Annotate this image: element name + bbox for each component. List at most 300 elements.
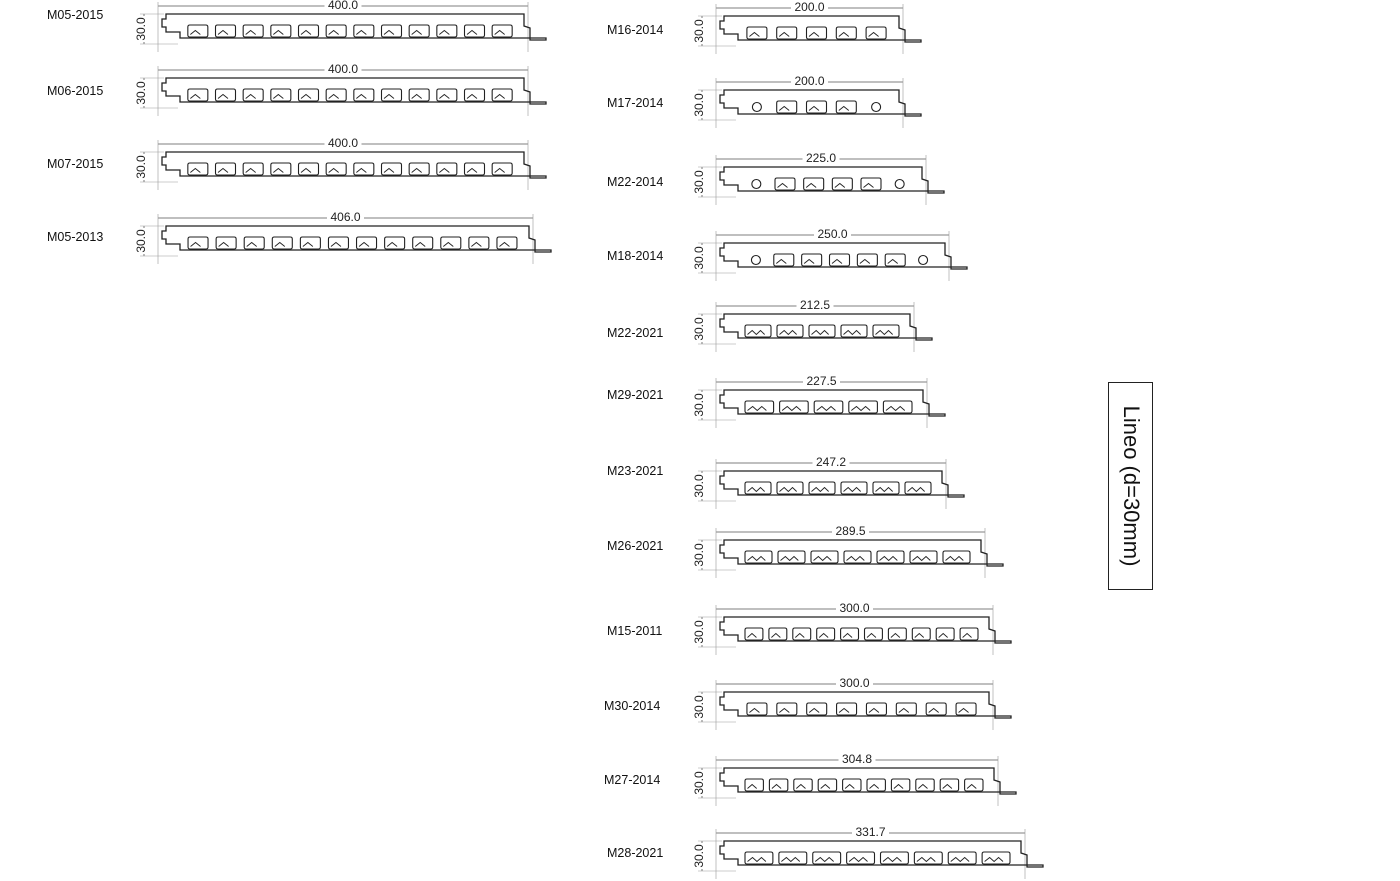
thickness-dimension-text: 30.0 <box>692 19 706 43</box>
profile-drawing <box>692 524 1015 580</box>
width-dimension-text: 400.0 <box>327 0 359 12</box>
cavity <box>299 89 319 101</box>
cavity <box>861 178 881 190</box>
cavity-rib <box>218 169 228 173</box>
cavity <box>465 25 485 37</box>
cavity-rib <box>771 634 780 638</box>
cavity-rib <box>749 33 759 37</box>
cavity <box>793 628 811 640</box>
cavity-rib <box>939 634 948 638</box>
cavity <box>778 551 805 563</box>
width-dimension-text: 225.0 <box>805 151 837 165</box>
cavity-rib <box>891 634 900 638</box>
drawing-title: Lineo (d=30mm) <box>1118 405 1144 567</box>
profile-group <box>134 136 546 190</box>
cavity <box>817 628 835 640</box>
cavity-rib <box>359 243 369 247</box>
profile-drawing <box>134 62 558 118</box>
thickness-dimension-text: 30.0 <box>692 317 706 341</box>
cavity <box>841 325 867 337</box>
cavity-rib <box>804 260 814 264</box>
title-box <box>1108 382 1153 590</box>
round-hole <box>751 256 760 265</box>
cavity-rib <box>913 557 931 561</box>
round-hole <box>752 180 761 189</box>
profile-code-label: M22-2014 <box>607 175 664 189</box>
cavity-rib <box>329 169 339 173</box>
cavity <box>216 25 236 37</box>
cavity-rib <box>809 33 819 37</box>
cavity <box>809 482 835 494</box>
cavity <box>188 89 208 101</box>
cavity-rib <box>748 858 766 862</box>
cavity-rib <box>190 169 200 173</box>
cavity-rib <box>867 634 876 638</box>
cavity-rib <box>917 858 935 862</box>
cavity <box>877 551 904 563</box>
cavity <box>866 703 886 715</box>
cavity <box>910 551 937 563</box>
thickness-dimension-text: 30.0 <box>692 246 706 270</box>
thickness-dimension-text: 30.0 <box>692 771 706 795</box>
profile-group <box>692 374 945 428</box>
profile-code-label: M18-2014 <box>607 249 664 263</box>
cavity-rib <box>967 785 976 789</box>
cavity <box>914 852 942 864</box>
round-hole <box>919 256 928 265</box>
cavity <box>244 237 264 249</box>
cavity-rib <box>812 488 829 492</box>
cavity-rib <box>908 488 925 492</box>
cavity-rib <box>943 785 952 789</box>
cavity-rib <box>749 709 759 713</box>
cavity <box>382 25 402 37</box>
cavity-rib <box>748 331 765 335</box>
profile-drawing <box>134 0 558 54</box>
cavity <box>965 779 983 791</box>
thickness-dimension-text: 30.0 <box>692 170 706 194</box>
profile-group <box>692 676 1011 730</box>
round-hole <box>872 103 881 112</box>
cavity <box>188 25 208 37</box>
profile-code-label: M26-2021 <box>607 539 664 553</box>
cavity <box>777 27 797 39</box>
cavity-rib <box>273 169 283 173</box>
cavity <box>811 551 838 563</box>
cavity-rib <box>870 785 879 789</box>
cavity-rib <box>946 557 964 561</box>
cavity-rib <box>876 331 893 335</box>
cavity <box>807 27 827 39</box>
profile-group <box>692 601 1011 655</box>
cavity <box>936 628 954 640</box>
cavity-rib <box>301 31 311 35</box>
cavity <box>807 703 827 715</box>
cavity-rib <box>246 95 256 99</box>
cavity-rib <box>779 33 789 37</box>
cavity <box>441 237 461 249</box>
profile-drawing <box>134 136 558 192</box>
width-dimension-text: 300.0 <box>839 676 870 690</box>
profile-group <box>692 74 921 128</box>
cavity-rib <box>782 407 801 411</box>
cavity-rib <box>273 95 283 99</box>
cavity <box>745 852 773 864</box>
cavity <box>841 628 859 640</box>
round-hole <box>752 103 761 112</box>
cavity <box>769 628 787 640</box>
thickness-dimension-text: 30.0 <box>134 17 148 41</box>
profile-code-label: M05-2013 <box>47 230 104 244</box>
round-hole <box>895 180 904 189</box>
cavity-rib <box>814 557 832 561</box>
profile-code-label: M28-2021 <box>607 846 664 860</box>
cavity <box>794 779 812 791</box>
cavity <box>271 163 291 175</box>
cavity <box>774 254 794 266</box>
cavity-rib <box>918 785 927 789</box>
cavity <box>777 703 797 715</box>
cavity <box>982 852 1010 864</box>
profile-drawing <box>692 74 933 130</box>
cavity-rib <box>439 31 449 35</box>
cavity <box>747 27 767 39</box>
profile-outline <box>720 768 1016 794</box>
width-dimension-text: 227.5 <box>806 374 837 388</box>
cavity-rib <box>849 858 867 862</box>
cavity <box>271 25 291 37</box>
cavity-rib <box>384 95 394 99</box>
width-dimension-text: 250.0 <box>817 227 848 241</box>
cavity <box>940 779 958 791</box>
width-dimension-text: 331.7 <box>855 825 886 839</box>
width-dimension-text: 247.2 <box>815 455 847 469</box>
profile-code-label: M22-2021 <box>607 326 664 340</box>
cavity <box>216 237 236 249</box>
cavity <box>413 237 433 249</box>
cavity-rib <box>748 634 757 638</box>
cavity <box>409 25 429 37</box>
cavity <box>896 703 916 715</box>
cavity-rib <box>329 95 339 99</box>
width-dimension-text: 400.0 <box>327 136 359 150</box>
cavity <box>948 852 976 864</box>
profile-outline <box>720 16 921 42</box>
cavity <box>745 325 771 337</box>
cavity <box>779 852 807 864</box>
cavity <box>916 779 934 791</box>
cavity <box>271 89 291 101</box>
cavity <box>745 482 771 494</box>
cavity <box>943 551 970 563</box>
profile-drawing <box>692 374 957 430</box>
cavity-rib <box>883 858 901 862</box>
profile-group <box>692 151 944 205</box>
cavity-rib <box>959 709 969 713</box>
cavity <box>745 779 763 791</box>
cavity <box>354 89 374 101</box>
cavity <box>804 178 824 190</box>
cavity-rib <box>894 785 903 789</box>
thickness-dimension-text: 30.0 <box>692 393 706 417</box>
cavity-rib <box>331 243 341 247</box>
cavity <box>437 163 457 175</box>
cavity-rib <box>869 33 879 37</box>
cavity <box>873 325 899 337</box>
cavity-rib <box>219 243 229 247</box>
profile-group <box>692 0 921 54</box>
cavity <box>437 89 457 101</box>
cavity <box>492 163 512 175</box>
cavity-rib <box>843 634 852 638</box>
width-dimension-text: 289.5 <box>835 524 866 538</box>
cavity-rib <box>246 31 256 35</box>
cavity <box>357 237 377 249</box>
thickness-dimension-text: 30.0 <box>134 229 148 253</box>
cavity <box>745 401 774 413</box>
cavity-rib <box>246 169 256 173</box>
profile-group <box>692 752 1016 806</box>
profile-code-label: M05-2015 <box>47 8 104 22</box>
cavity <box>857 254 877 266</box>
profile-drawing <box>134 210 563 266</box>
cavity-rib <box>356 31 366 35</box>
cavity-rib <box>780 331 797 335</box>
cavity <box>885 254 905 266</box>
cavity <box>745 551 772 563</box>
cavity-rib <box>839 33 849 37</box>
profile-code-label: M27-2014 <box>604 773 661 787</box>
cavity-rib <box>839 107 849 111</box>
width-dimension-text: 400.0 <box>327 62 359 76</box>
cavity <box>409 89 429 101</box>
profile-code-label: M16-2014 <box>607 23 664 37</box>
profile-code-label: M30-2014 <box>604 699 661 713</box>
cavity-rib <box>844 488 861 492</box>
cavity-rib <box>963 634 972 638</box>
width-dimension-text: 200.0 <box>794 74 825 88</box>
profile-drawing <box>692 227 979 283</box>
cavity-rib <box>471 243 481 247</box>
cavity <box>843 779 861 791</box>
cavity <box>243 25 263 37</box>
cavity-rib <box>985 858 1003 862</box>
cavity <box>814 401 843 413</box>
cavity-rib <box>748 557 766 561</box>
thickness-dimension-text: 30.0 <box>134 81 148 105</box>
cavity <box>960 628 978 640</box>
cavity-rib <box>301 95 311 99</box>
cavity <box>382 89 402 101</box>
thickness-dimension-text: 30.0 <box>692 844 706 868</box>
cavity-rib <box>275 243 285 247</box>
cavity-rib <box>780 488 797 492</box>
cavity <box>243 89 263 101</box>
profile-outline <box>720 617 1011 643</box>
profile-drawing <box>692 298 944 354</box>
cavity <box>809 325 835 337</box>
thickness-dimension-text: 30.0 <box>692 620 706 644</box>
cavity <box>216 163 236 175</box>
cavity-rib <box>886 407 905 411</box>
width-dimension-text: 212.5 <box>799 298 831 312</box>
profile-code-label: M06-2015 <box>47 84 104 98</box>
cavity <box>745 628 763 640</box>
cavity <box>465 89 485 101</box>
cavity <box>807 101 827 113</box>
thickness-dimension-text: 30.0 <box>692 695 706 719</box>
cavity-rib <box>778 184 788 188</box>
profile-code-label: M15-2011 <box>607 624 663 638</box>
cavity-rib <box>860 260 870 264</box>
cavity <box>272 237 292 249</box>
cavity <box>873 482 899 494</box>
cavity <box>354 25 374 37</box>
profile-group <box>134 62 546 116</box>
width-dimension-text: 200.0 <box>794 0 825 14</box>
cavity-rib <box>951 858 969 862</box>
profile-outline <box>720 90 921 116</box>
cavity-rib <box>748 407 767 411</box>
profile-drawing <box>692 676 1023 732</box>
cavity <box>747 703 767 715</box>
cavity-rib <box>864 184 874 188</box>
cavity-rib <box>899 709 909 713</box>
cavity-rib <box>809 709 819 713</box>
thickness-dimension-text: 30.0 <box>134 155 148 179</box>
cavity-rib <box>273 31 283 35</box>
cavity <box>492 89 512 101</box>
profile-code-label: M07-2015 <box>47 157 104 171</box>
cavity-rib <box>835 184 845 188</box>
cavity <box>328 237 348 249</box>
cavity-rib <box>412 31 422 35</box>
cavity <box>354 163 374 175</box>
profile-outline <box>720 841 1043 867</box>
cavity <box>802 254 822 266</box>
cavity <box>777 101 797 113</box>
cavity-rib <box>748 785 757 789</box>
cavity <box>926 703 946 715</box>
cavity-rib <box>772 785 781 789</box>
cavity <box>956 703 976 715</box>
cavity <box>469 237 489 249</box>
cavity <box>769 779 787 791</box>
cavity-rib <box>776 260 786 264</box>
profile-outline <box>720 471 964 497</box>
profile-outline <box>720 540 1003 566</box>
profile-group <box>692 227 967 281</box>
cavity-rib <box>845 785 854 789</box>
cavity-rib <box>839 709 849 713</box>
profile-code-label: M29-2021 <box>607 388 664 402</box>
cavity-rib <box>467 31 477 35</box>
cavity <box>465 163 485 175</box>
cavity-rib <box>929 709 939 713</box>
cavity <box>844 551 871 563</box>
cavity <box>326 25 346 37</box>
profile-outline <box>720 692 1011 718</box>
cavity <box>188 237 208 249</box>
cavity <box>865 628 883 640</box>
cavity <box>775 178 795 190</box>
cavity-rib <box>467 95 477 99</box>
thickness-dimension-text: 30.0 <box>692 93 706 117</box>
profile-drawing <box>692 825 1055 881</box>
cavity-rib <box>869 709 879 713</box>
cavity-rib <box>851 407 870 411</box>
profile-code-label: M23-2021 <box>607 464 664 478</box>
width-dimension-text: 406.0 <box>330 210 361 224</box>
cavity-rib <box>387 243 397 247</box>
thickness-dimension-text: 30.0 <box>692 474 706 498</box>
cavity-rib <box>779 709 789 713</box>
cavity-rib <box>329 31 339 35</box>
profile-group <box>692 298 932 352</box>
cavity <box>837 703 857 715</box>
cavity-rib <box>439 95 449 99</box>
profile-group <box>692 825 1043 879</box>
cavity <box>841 482 867 494</box>
cavity-rib <box>748 488 765 492</box>
cavity <box>382 163 402 175</box>
cavity-rib <box>301 169 311 173</box>
cavity <box>777 482 803 494</box>
cavity-rib <box>888 260 898 264</box>
cavity-rib <box>190 95 200 99</box>
cavity-rib <box>439 169 449 173</box>
cavity <box>326 163 346 175</box>
cavity <box>881 852 909 864</box>
cavity-rib <box>356 95 366 99</box>
cavity-rib <box>915 634 924 638</box>
cavity <box>409 163 429 175</box>
profile-code-label: M17-2014 <box>607 96 664 110</box>
cavity-rib <box>495 31 505 35</box>
cavity-rib <box>815 858 833 862</box>
cavity-rib <box>415 243 425 247</box>
cavity-rib <box>384 31 394 35</box>
cavity-rib <box>781 858 799 862</box>
cavity <box>847 852 875 864</box>
cavity-rib <box>412 169 422 173</box>
cavity <box>777 325 803 337</box>
cavity <box>888 628 906 640</box>
profile-group <box>134 210 551 264</box>
cavity-rib <box>190 31 200 35</box>
cavity <box>818 779 836 791</box>
cavity-rib <box>467 169 477 173</box>
cavity-rib <box>779 107 789 111</box>
profile-drawing <box>692 151 956 207</box>
cavity <box>867 779 885 791</box>
cavity-rib <box>218 95 228 99</box>
cavity <box>832 178 852 190</box>
cavity-rib <box>443 243 453 247</box>
cavity-rib <box>819 634 828 638</box>
profile-drawing <box>692 455 976 511</box>
cavity <box>891 779 909 791</box>
cavity-rib <box>847 557 865 561</box>
width-dimension-text: 304.8 <box>841 752 873 766</box>
cavity-rib <box>781 557 799 561</box>
cavity <box>830 254 850 266</box>
cavity-rib <box>876 488 893 492</box>
cavity <box>866 27 886 39</box>
cavity-rib <box>218 31 228 35</box>
cavity-rib <box>247 243 257 247</box>
cavity <box>836 27 856 39</box>
